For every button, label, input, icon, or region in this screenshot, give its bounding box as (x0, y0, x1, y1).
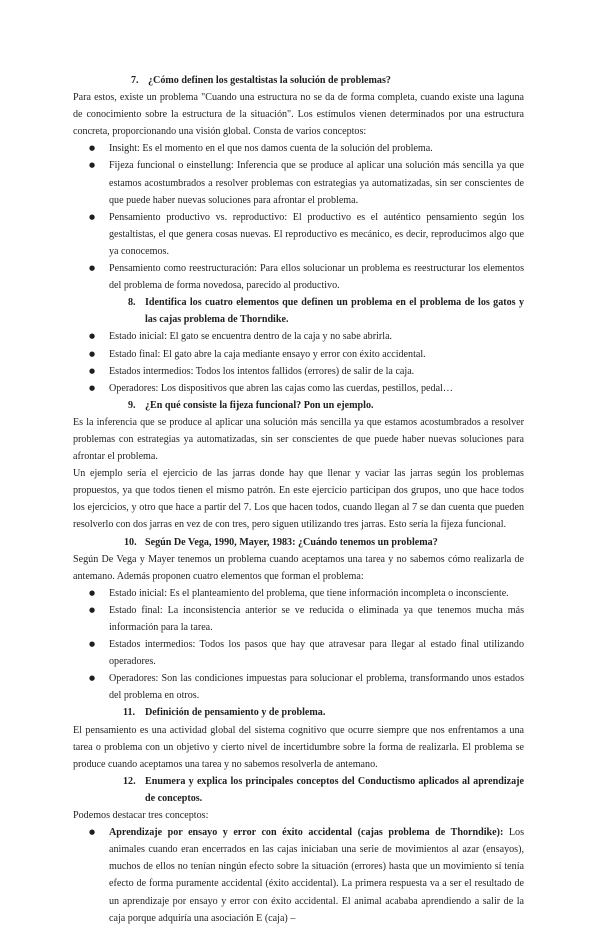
list-item: ● Operadores: Los dispositivos que abren las cajas como las cuerdas, pestillos, pedal… (109, 380, 524, 397)
heading-q11-title: Definición de pensamiento y de problema. (145, 707, 326, 719)
list-item: ● Estados intermedios: Todos los pasos que hay que atravesar para llegar al estado final utilizando operadores. (109, 636, 524, 670)
list-item: ● Insight: Es el momento en el que nos damos cuenta de la solución del problema. (109, 140, 524, 157)
list-item: ● Estado final: El gato abre la caja mediante ensayo y error con éxito accidental. (109, 346, 524, 363)
heading-q9-number: 9. (128, 399, 136, 411)
list-item: ● Estado inicial: Es el planteamiento del problema, que tiene información incompleta o inconsciente. (109, 585, 524, 602)
heading-q7-number: 7. (131, 75, 139, 86)
q10-intro-paragraph: Según De Vega y Mayer tenemos un problema cuando aceptamos una tarea y no sabemos cómo realizarla de antemano. Además proponen cuatro elementos que forman el problema: (73, 553, 524, 582)
list-item: ● Estado final: La inconsistencia anterior se ve reducida o eliminada ya que tenemos mucha más información para la tarea. (109, 602, 524, 636)
list-item: ● Operadores: Son las condiciones impuestas para solucionar el problema, transformando unos estados del problema en otros. (109, 670, 524, 704)
heading-q9 (73, 397, 524, 414)
list-item: ● Estado inicial: El gato se encuentra dentro de la caja y no sabe abrirla. (109, 328, 524, 345)
heading-q11-number: 11. (123, 707, 136, 719)
heading-q10-title: Según De Vega, 1990, Mayer, 1983: ¿Cuándo tenemos un problema? (145, 536, 438, 548)
q8-bullet-list (73, 328, 524, 396)
q7-bullet-list (73, 140, 524, 294)
q7-intro-paragraph: Para estos, existe un problema "Cuando una estructura no se da de forma completa, cuando existe una laguna de conocimiento sobre la estructura de la situación". Los estímulos vienen determinados por una estructura concreta, proporcionando una visión global. Consta de varios conceptos: (73, 92, 524, 138)
q12-bullet-list (73, 824, 524, 927)
list-item (109, 824, 524, 927)
list-item: ● Pensamiento productivo vs. reproductivo: El productivo es el auténtico pensamiento según los gestaltistas, el que genera cosas nuevas. El reproductivo es mecánico, es decir, reproducimos algo que ya conocemos. (109, 209, 524, 260)
q11-paragraph: El pensamiento es una actividad global del sistema cognitivo que ocurre siempre que nos enfrentamos a una tarea o problema con un objetivo y cierto nivel de incertidumbre sobre la forma de realizarla. El problema se produce cuando aceptamos una tarea y no sabemos resolverla de antemano. (73, 724, 524, 770)
list-item: ● Pensamiento como reestructuración: Para ellos solucionar un problema es reestructurar los elementos del problema de forma novedosa, parecido al productivo. (109, 260, 524, 294)
list-item: ● Fijeza funcional o einstellung: Inferencia que se produce al aplicar una solución más sencilla ya que estamos acostumbrados a resolver problemas con estrategias ya automatizadas, sin ser conscientes de que puede haber nuevas soluciones para afrontar el problema. (109, 157, 524, 208)
heading-q10 (73, 534, 524, 551)
heading-q12-title: Enumera y explica los principales conceptos del Conductismo aplicados al aprendizaje de conceptos. (145, 775, 524, 804)
concept-term: Aprendizaje por ensayo y error con éxito accidental (cajas problema de Thorndike): (109, 827, 504, 839)
heading-q8 (73, 294, 524, 328)
q9-example-paragraph: Un ejemplo sería el ejercicio de las jarras donde hay que llenar y vaciar las jarras según los problemas propuestos, ya que todos tienen el mismo patrón. En este ejercicio participan dos grupos, uno que hace todos los ejercicios, y otro que hace a partir del 7. Los que hacen todos, cuando llegan al 7 se dan cuenta que pueden resolverlo con dos jarras en vez de con tres, pero siguen utilizando tres jarras. Esto sería la fijeza funcional. (73, 468, 524, 531)
heading-q10-number: 10. (124, 536, 137, 548)
concept-description: Los animales cuando eran encerrados en las cajas iniciaban una serie de movimientos al azar (ensayos), muchos de ellos no tenían ningún efecto sobre la situación (errores) hasta que un movimiento sí tenía efecto de forma puramente accidental (éxito accidental). La primera respuesta va a ser el resultado de un aprendizaje por ensayo y error con éxito accidental. El animal acababa aprendiendo a salir de la caja porque adquiría una asociación E (caja) – (109, 827, 525, 924)
q10-bullet-list (73, 585, 524, 705)
heading-q11 (73, 704, 524, 721)
q9-definition-paragraph: Es la inferencia que se produce al aplicar una solución más sencilla ya que estamos acostumbrados a resolver problemas con estrategias ya automatizadas, sin ser conscientes de que puede haber nuevas soluciones para afrontar el problema. (73, 416, 524, 463)
q12-intro-paragraph: Podemos destacar tres conceptos: (73, 810, 209, 822)
heading-q8-title: Identifica los cuatro elementos que definen un problema en el problema de los gatos y las cajas problema de Thorndike. (145, 297, 524, 326)
heading-q12 (73, 773, 524, 807)
heading-q7-title: ¿Cómo definen los gestaltistas la solución de problemas? (148, 75, 391, 86)
heading-q8-number: 8. (128, 297, 136, 309)
list-item: ● Estados intermedios: Todos los intentos fallidos (errores) de salir de la caja. (109, 363, 524, 380)
heading-q9-title: ¿En qué consiste la fijeza funcional? Pon un ejemplo. (145, 399, 374, 411)
heading-q7 (73, 72, 524, 89)
heading-q12-number: 12. (123, 775, 136, 787)
